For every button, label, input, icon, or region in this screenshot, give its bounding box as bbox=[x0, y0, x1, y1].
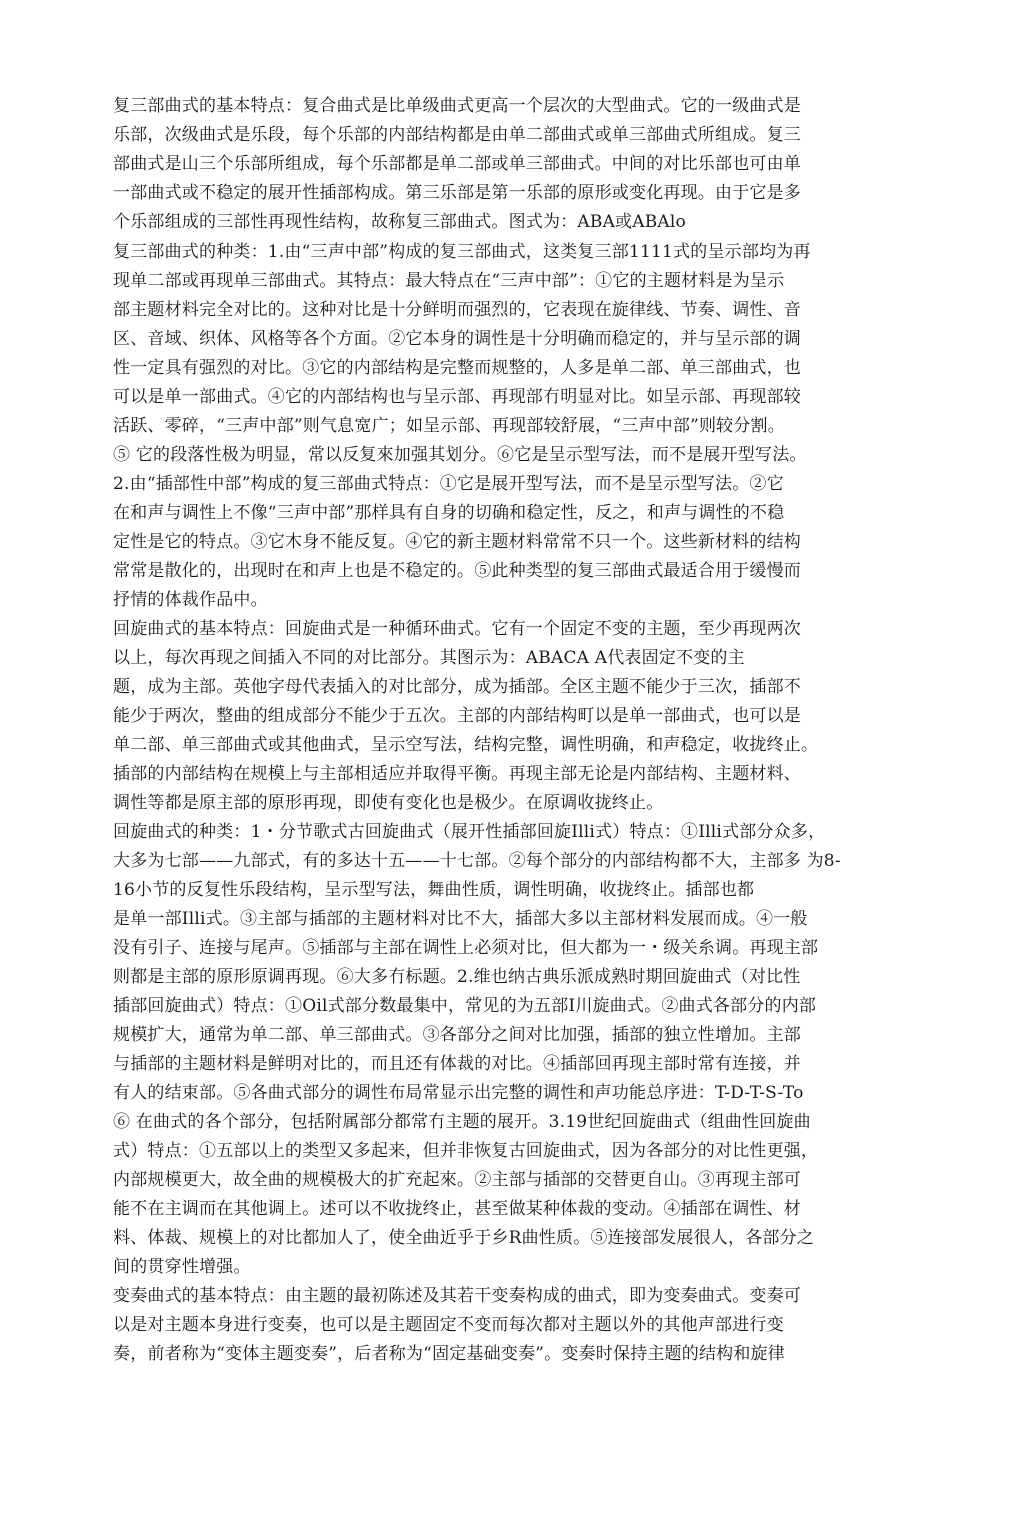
text-line: 复三部曲式的基本特点：复合曲式是比单级曲式更高一个层次的大型曲式。它的一级曲式是 bbox=[113, 96, 801, 116]
text-line: 单二部、单三部曲式或其他曲式，呈示空写法，结构完整，调性明确，和声稳定，收拢终止。 bbox=[113, 735, 819, 755]
text-line: 没有引子、连接与尾声。⑤插部与主部在调性上必须对比，但大都为一・级关糸调。再现主部 bbox=[113, 938, 819, 958]
text-line: 一部曲式或不稳定的展开性插部构成。第三乐部是第一乐部的原形或变化再现。由于它是多 bbox=[113, 183, 801, 203]
text-line: 常常是散化的，出现时在和声上也是不稳定的。⑤此种类型的复三部曲式最适合用于缓慢而 bbox=[113, 561, 801, 581]
text-line: 个乐部组成的三部性再现性结构，故称复三部曲式。图式为：ABA或ABAlo bbox=[113, 212, 686, 232]
text-line: 大多为七部——九部式，有的多达十五——十七部。②每个部分的内部结构都不大，主部多 为8- bbox=[113, 851, 841, 871]
text-line: 活跃、零碎，“三声中部”则气息宽广；如呈示部、再现部较舒展，“三声中部”则较分割。 bbox=[113, 416, 785, 436]
text-line: 部曲式是山三个乐部所组成，每个乐部都是单二部或单三部曲式。中间的对比乐部也可由单 bbox=[113, 154, 801, 174]
text-line: 料、体裁、规模上的对比都加人了，使全曲近乎于乡R曲性质。⑤连接部发展很人，各部分之 bbox=[113, 1228, 814, 1248]
text-line: 定性是它的特点。③它木身不能反复。④它的新主题材料常常不只一个。这些新材料的结构 bbox=[113, 532, 801, 552]
text-line: 16小节的反复性乐段结构，呈示型写法，舞曲性质，调性明确，收拢终止。插部也都 bbox=[113, 880, 755, 900]
text-line: 以是对主题本身进行变奏，也可以是主题固定不变而每次都对主题以外的其他声部进行变 bbox=[113, 1315, 784, 1335]
text-line: 区、音域、织体、风格等各个方面。②它本身的调性是十分明确而稳定的，并与呈示部的调 bbox=[113, 329, 801, 349]
text-line: 性一定具有强烈的对比。③它的内部结构是完整而规整的，人多是单二部、单三部曲式，也 bbox=[113, 358, 801, 378]
text-line: 部主题材料完全对比的。这种对比是十分鲜明而强烈的，它表现在旋律线、节奏、调性、音 bbox=[113, 300, 801, 320]
text-line: 则都是主部的原形原调再现。⑥大多冇标题。2.维也纳古典乐派成熟时期回旋曲式（对比性 bbox=[113, 967, 801, 987]
text-line: 2.由“插部性中部”构成的复三部曲式特点：①它是展开型写法，而不是呈示型写法。②它 bbox=[113, 474, 784, 494]
text-line: 抒情的体裁作品中。 bbox=[113, 590, 268, 610]
text-line: 内部规模更大，故全曲的规模极大的扩充起來。②主部与插部的交替更自山。③再现主部可 bbox=[113, 1170, 801, 1190]
text-line: 题，成为主部。英他字母代表插入的对比部分，成为插部。全区主题不能少于三次，插部不 bbox=[113, 677, 801, 697]
text-line: 式）特点：①五部以上的类型又多起来，但并非恢复古回旋曲式，因为各部分的对比性更强， bbox=[113, 1141, 819, 1161]
text-line: 有人的结束部。⑤各曲式部分的调性布局常显示出完整的调性和声功能总序进：T-D-T-S-To bbox=[113, 1083, 804, 1103]
text-line: 插部回旋曲式）特点：①Oil式部分数最集中，常见的为五部I川旋曲式。②曲式各部分的内部 bbox=[113, 996, 817, 1016]
text-line: 以上，每次再现之间插入不同的对比部分。其图示为：ABACA A代表固定不变的主 bbox=[113, 648, 745, 668]
text-line: 能少于两次，整曲的组成部分不能少于五次。主部的内部结构町以是单一部曲式，也可以是 bbox=[113, 706, 801, 726]
text-line: 能不在主调而在其他调上。述可以不收拢终止，甚至做某种体裁的变动。④插部在调性、材 bbox=[113, 1199, 801, 1219]
text-line: 回旋曲式的基本特点：回旋曲式是一种循环曲式。它有一个固定不变的主题，至少再现两次 bbox=[113, 619, 801, 639]
text-line: 与插部的主题材料是鲜明对比的，而且还有体裁的对比。④插部回再现主部时常有连接，并 bbox=[113, 1054, 801, 1074]
text-line: 调性等都是原主部的原形再现，即使有变化也是极少。在原调收拢终止。 bbox=[113, 793, 664, 813]
text-line: 间的贯穿性增强。 bbox=[113, 1257, 251, 1277]
text-line: 变奏曲式的基本特点：由主题的最初陈述及其若干变奏构成的曲式，即为变奏曲式。变奏可 bbox=[113, 1286, 801, 1306]
text-line: 可以是单一部曲式。④它的内部结构也与呈示部、再现部冇明显对比。如呈示部、再现部较 bbox=[113, 387, 801, 407]
text-line: 复三部曲式的种类：1.由“三声中部”构成的复三部曲式，这类复三部1111式的呈示部均为再 bbox=[113, 242, 811, 262]
text-line: ⑥ 在曲式的各个部分，包括附属部分都常冇主题的展开。3.19世纪回旋曲式（组曲性回旋曲 bbox=[113, 1112, 811, 1132]
text-line: 在和声与调性上不像“三声中部”那样具有自身的切确和稳定性，反之，和声与调性的不稳 bbox=[113, 503, 785, 523]
text-line: 回旋曲式的种类：1・分节歌式古回旋曲式（展开性插部回旋Illi式）特点：①Illi式部分众多， bbox=[113, 822, 826, 842]
text-line: 乐部，次级曲式是乐段，每个乐部的内部结构都是由单二部曲式或单三部曲式所组成。复三 bbox=[113, 125, 801, 145]
text-line: 奏，前者称为“变体主题变奏”，后者称为“固定基础变奏”。变奏时保持主题的结构和旋律 bbox=[113, 1344, 785, 1364]
text-line: 插部的内部结构在规模上与主部相适应并取得平衡。再现主部无论是内部结构、主题材料、 bbox=[113, 764, 801, 784]
text-line: 现单二部或再现单三部曲式。其特点：最大特点在“三声中部”：①它的主题材料是为呈示 bbox=[113, 271, 785, 291]
text-line: 是单一部Illi式。③主部与插部的主题材料对比不大，插部大多以主部材料发展而成。④一般 bbox=[113, 909, 808, 929]
text-line: 规模扩大，通常为单二部、单三部曲式。③各部分之间对比加强，插部的独立性增加。主部 bbox=[113, 1025, 801, 1045]
text-line: ⑤ 它的段落性极为明显，常以反复來加强其划分。⑥它是呈示型写法，而不是展开型写法。 bbox=[113, 445, 807, 465]
